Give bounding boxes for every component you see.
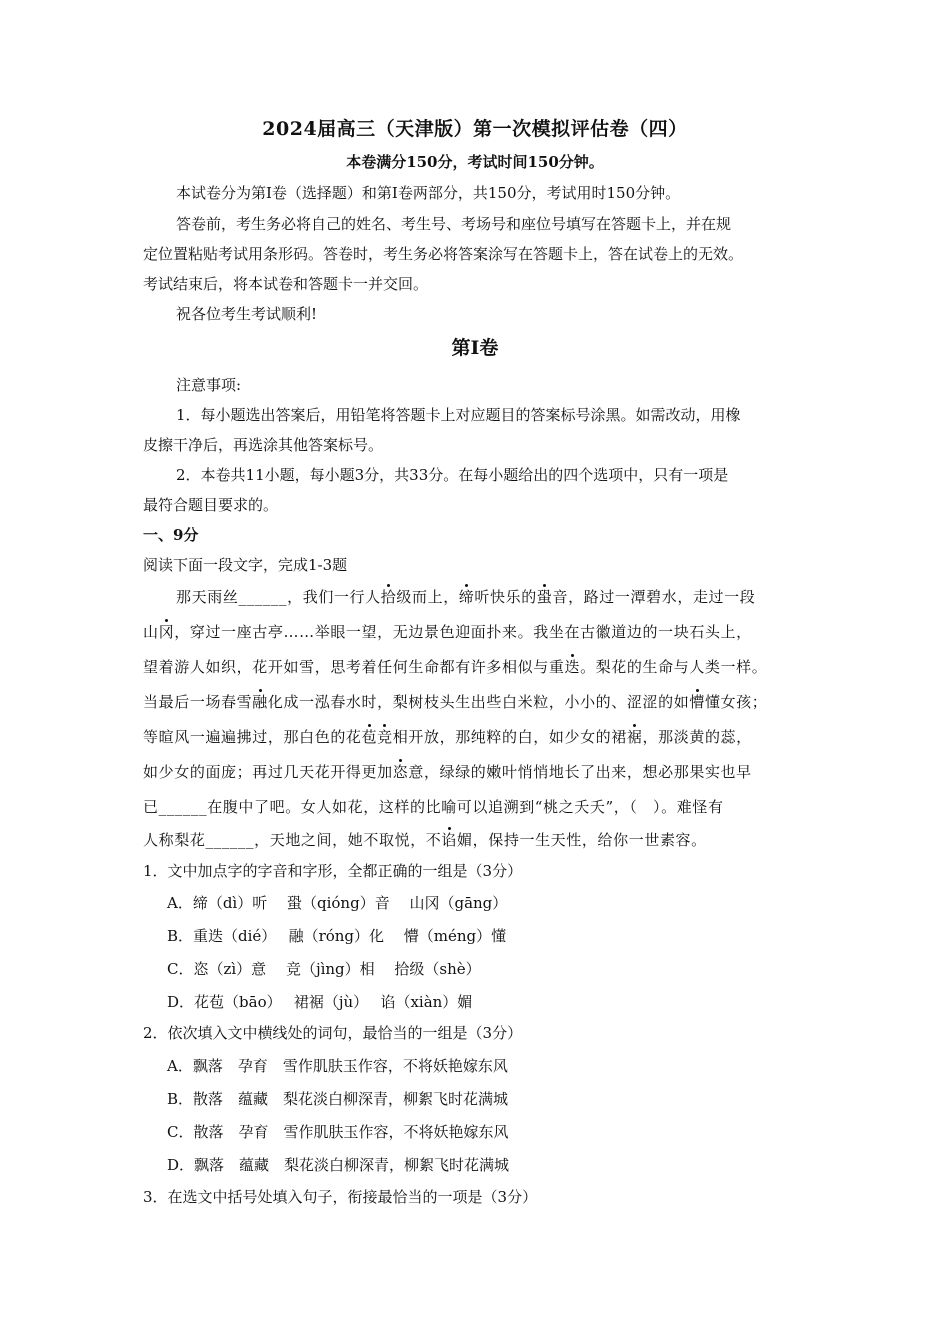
- passage-line-3: 望着游人如织，花开如雪，思考着任何生命都有许多相似与重迭。梨花的生命与人类一样。: [143, 658, 768, 676]
- notes-heading: 注意事项:: [176, 376, 242, 394]
- exam-title: 2024届高三（天津版）第一次模拟评估卷（四）: [262, 118, 688, 140]
- part-one-instruction: 阅读下面一段文字，完成1-3题: [143, 556, 348, 574]
- passage-line-5: 等暄风一遍遍拂过，那白色的花苞竞相开放，那纯粹的白，如少女的裙裾，那淡黄的蕊，: [143, 728, 752, 746]
- passage-line-7: 已______在腹中了吧。女人如花，这样的比喻可以追溯到“桃之夭夭”，（ ）。难怪有: [143, 798, 724, 816]
- question-2-stem: 2．依次填入文中横线处的词句，最恰当的一组是（3分）: [143, 1024, 523, 1042]
- note-2-line-1: 2．本卷共11小题，每小题3分，共33分。在每小题给出的四个选项中，只有一项是: [176, 466, 729, 484]
- intro-paragraph-2-line-2: 定位置粘贴考试用条形码。答卷时，考生务必将答案涂写在答题卡上，答在试卷上的无效。: [143, 245, 744, 263]
- passage-line-6: 如少女的面庞；再过几天花开得更加恣意，绿绿的嫩叶悄悄地长了出来，想必那果实也早: [143, 763, 752, 781]
- note-1-line-1: 1．每小题选出答案后，用铅笔将答题卡上对应题目的答案标号涂黑。如需改动，用橡: [176, 406, 741, 424]
- intro-paragraph-2-line-3: 考试结束后，将本试卷和答题卡一并交回。: [143, 275, 429, 293]
- part-one-heading: 一、9分: [143, 526, 199, 544]
- question-1-option-a: A．缔（dì）听 蛩（qióng）音 山冈（gāng）: [167, 894, 508, 912]
- passage-line-2: 山冈，穿过一座古亭……举眼一望，无边景色迎面扑来。我坐在古徽道边的一块石头上，: [143, 623, 752, 641]
- exam-subtitle: 本卷满分150分，考试时间150分钟。: [346, 153, 604, 171]
- intro-paragraph-2-line-1: 答卷前，考生务必将自己的姓名、考生号、考场号和座位号填写在答题卡上，并在规: [176, 215, 732, 233]
- passage-line-4: 当最后一场春雪融化成一泓春水时，梨树枝头生出些白米粒，小小的、涩涩的如懵懂女孩；: [143, 693, 768, 711]
- question-2-option-a: A．飘落 孕育 雪作肌肤玉作容，不将妖艳嫁东风: [167, 1057, 508, 1075]
- intro-paragraph-1: 本试卷分为第Ⅰ卷（选择题）和第Ⅰ卷两部分，共150分，考试用时150分钟。: [176, 184, 681, 202]
- question-2-option-c: C．散落 孕育 雪作肌肤玉作容，不将妖艳嫁东风: [167, 1123, 509, 1141]
- question-2-option-d: D．飘落 蕴藏 梨花淡白柳深青，柳絮飞时花满城: [167, 1156, 510, 1174]
- question-1-stem: 1．文中加点字的字音和字形，全都正确的一组是（3分）: [143, 862, 523, 880]
- question-1-option-d: D．花苞（bāo） 裙裾（jù） 谄（xiàn）媚: [167, 993, 473, 1011]
- question-1-option-c: C．恣（zì）意 竞（jìng）相 拾级（shè）: [167, 960, 481, 978]
- note-1-line-2: 皮擦干净后，再选涂其他答案标号。: [143, 436, 384, 454]
- intro-paragraph-3: 祝各位考生考试顺利!: [176, 305, 318, 323]
- question-3-stem: 3．在选文中括号处填入句子，衔接最恰当的一项是（3分）: [143, 1188, 538, 1206]
- passage-line-8: 人称梨花______，天地之间，她不取悦，不谄媚，保持一生天性，给你一世素容。: [143, 831, 707, 849]
- note-2-line-2: 最符合题目要求的。: [143, 496, 279, 514]
- passage-line-1: 那天雨丝______，我们一行人拾级而上，缔听快乐的蛩音，路过一潭碧水，走过一段: [176, 588, 756, 606]
- section-title: 第Ⅰ卷: [451, 337, 499, 359]
- question-1-option-b: B．重迭（dié） 融（róng）化 懵（méng）懂: [167, 927, 507, 945]
- question-2-option-b: B．散落 蕴藏 梨花淡白柳深青，柳絮飞时花满城: [167, 1090, 509, 1108]
